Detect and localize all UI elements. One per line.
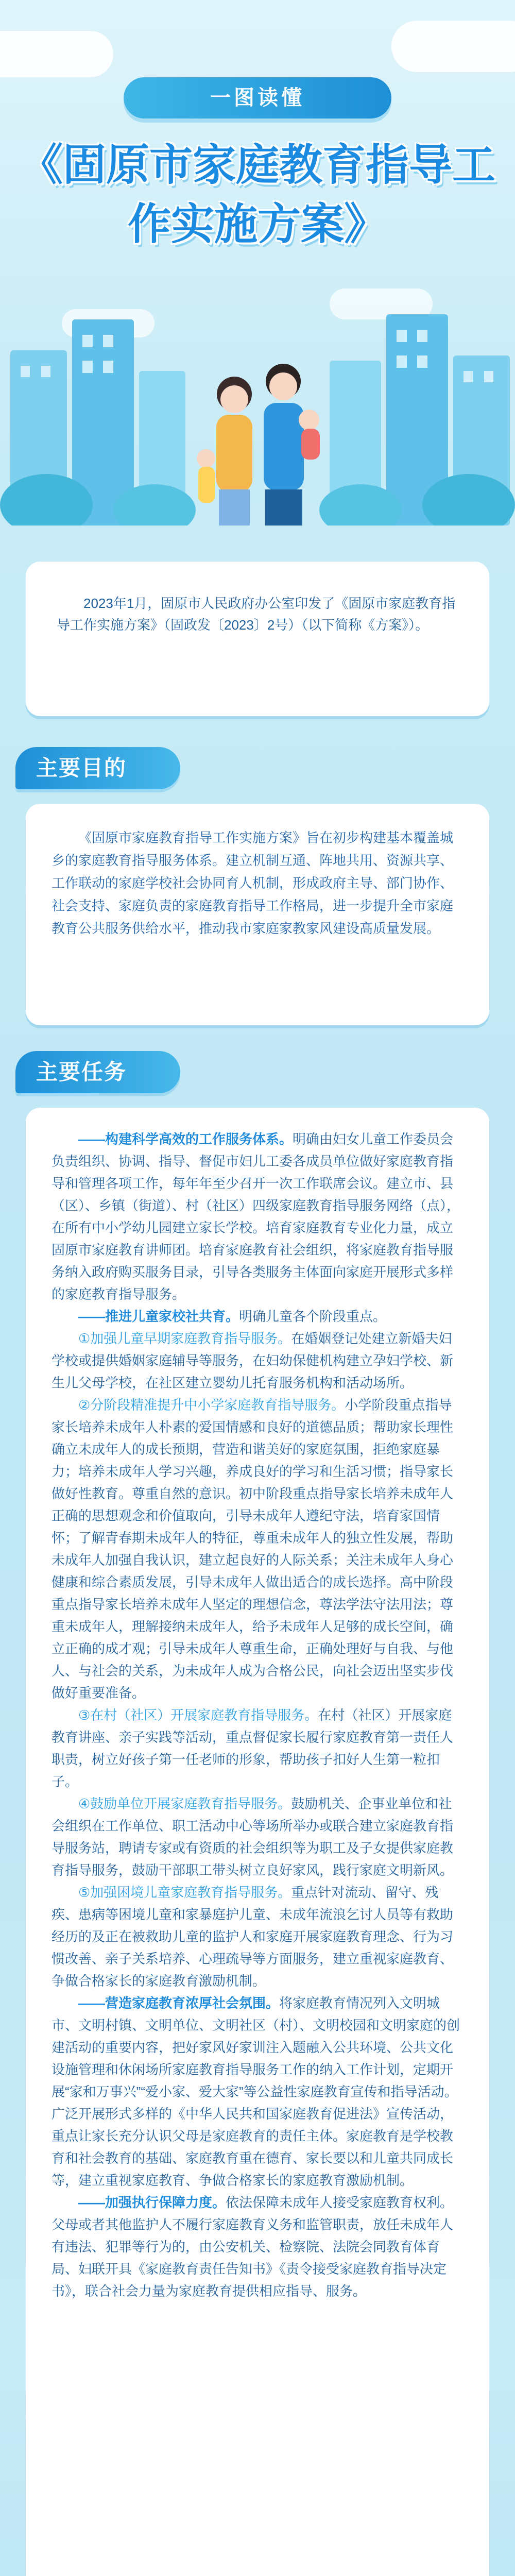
section-header-goal xyxy=(15,747,180,789)
goal-card xyxy=(26,804,489,1025)
task-paragraph-8: ——营造家庭教育浓厚社会氛围。将家庭教育情况列入文明城市、文明村镇、文明单位、文明社区（村）、文明校园和文明家庭的创建活动的重要内容，把好家风好家训注入题融入公共环境、公共文化设施管理和休闲场所家庭教育指导服务工作的纳入工作计划，定期开展“家和万事兴”“爱小家、爱大家”等公益性家庭教育宣传和指导活动。广泛开展形式多样的《中华人民共和国家庭教育促进法》宣传活动，重点让家长充分认识父母是家庭教育的责任主体。家庭教育是学校教育和社会教育的基础、家庭教育重在德育、家长要以和儿童共同成长等，建立重视家庭教育、争做合格家长的家庭教育激励机制。 xyxy=(52,1995,460,2188)
tasks-card xyxy=(26,1108,489,2576)
goal-text: 《固原市家庭教育指导工作实施方案》旨在初步构建基本覆盖城乡的家庭教育指导服务体系。建立机制互通、阵地共用、资源共享、工作联动的家庭学校社会协同育人机制，形成政府主导、部门协作、社会支持、家庭负责的家庭教育指导工作格局，进一步提升全市家庭教育公共服务供给水平，推动我市家庭家教家风建设高质量发展。 xyxy=(52,830,454,936)
hero-section xyxy=(0,0,515,541)
task-paragraph-4: ②分阶段精准提升中小学家庭教育指导服务。小学阶段重点指导家长培养未成年人朴素的爱国情感和良好的道德品质；帮助家长理性确立未成年人的成长预期，营造和谐美好的家庭氛围，拒绝家庭暴力；培养未成年人学习兴趣，养成良好的学习和生活习惯；指导家长做好性教育。尊重自然的意识。初中阶段重点指导家长培养未成年人正确的思想观念和价值取向，引导未成年人遵纪守法，培育家国情怀；了解青春期未成年人的特征，尊重未成年人的独立性发展，帮助未成年人加强自我认识，建立起良好的人际关系；关注未成年人身心健康和综合素质发展，引导未成年人做出适合的成长选择。高中阶段重点指导家长培养未成年人坚定的理想信念，尊法学法守法用法；尊重未成年人，理解接纳未成年人，给予未成年人足够的成长空间，确立正确的成才观；引导未成年人尊重生命，正确处理好与自我、与他人、与社会的关系，为未成年人成为合格公民，向社会迈出坚实步伐做好重要准备。 xyxy=(52,1397,454,1701)
section-header-tasks xyxy=(15,1051,180,1093)
hero-tag-banner xyxy=(124,77,391,118)
hero-title-line1: 《固原市家庭教育指导工 xyxy=(19,141,495,189)
hero-tag: 一图读懂 xyxy=(210,87,305,109)
task-paragraph-7: ⑤加强困境儿童家庭教育指导服务。重点针对流动、留守、残疾、患病等困境儿童和家暴庭护儿童、未成年流浪乞讨人员等有救助经历的及正在被救助儿童的监护人和家庭开展家庭教育理念、行为习惯改善、亲子关系培养、心理疏导等方面服务，建立重视家庭教育、争做合格家长的家庭教育激励机制。 xyxy=(52,1885,454,1989)
task-paragraph-2: ——推进儿童家校社共育。明确儿童各个阶段重点。 xyxy=(78,1309,387,1324)
task-paragraph-9: ——加强执行保障力度。依法保障未成年人接受家庭教育权利。父母或者其他监护人不履行家庭教育义务和监管职责，放任未成年人有违法、犯罪等行为的，由公安机关、检察院、法院会同教育体育局、妇联开具《家庭教育责任告知书》《责令接受家庭教育指导决定书》，联合社会力量为家庭教育提供相应指导、服务。 xyxy=(52,2195,454,2299)
intro-text: 2023年1月，固原市人民政府办公室印发了《固原市家庭教育指导工作实施方案》（固政发〔2023〕2号）（以下简称《方案》）。 xyxy=(57,596,456,633)
city-skyline-illustration xyxy=(0,289,515,526)
task-paragraph-1: ——构建科学高效的工作服务体系。明确由妇女儿童工作委员会负责组织、协调、指导、督促市妇儿工委各成员单位做好家庭教育指导和管理各项工作，每年年至少召开一次工作联席会议。建立市、县（区）、乡镇（街道）、村（社区）四级家庭教育指导服务网络（点），在所有中小学幼儿园建立家长学校。培育家庭教育专业化力量，成立固原市家庭教育讲师团。培育家庭教育社会组织，将家庭教育指导服务纳入政府购买服务目录，引导各类服务主体面向家庭开展形式多样的家庭教育指导服务。 xyxy=(52,1131,460,1302)
task-paragraph-5: ③在村（社区）开展家庭教育指导服务。在村（社区）开展家庭教育讲座、亲子实践等活动，重点督促家长履行家庭教育第一责任人职责，树立好孩子第一任老师的形象，帮助孩子扣好人生第一粒扣子。 xyxy=(52,1707,454,1789)
cloud-decoration xyxy=(0,31,113,77)
intro-card xyxy=(26,562,489,716)
section-title: 主要任务 xyxy=(36,1060,127,1084)
section-title: 主要目的 xyxy=(36,756,127,780)
family-illustration xyxy=(197,364,320,526)
task-paragraph-3: ①加强儿童早期家庭教育指导服务。在婚姻登记处建立新婚夫妇学校或提供婚姻家庭辅导等服务，在妇幼保健机构建立孕妇学校、新生儿父母学校，在社区建立婴幼儿托育服务机构和活动场所。 xyxy=(52,1331,454,1391)
cloud-decoration xyxy=(391,21,515,72)
task-paragraph-6: ④鼓励单位开展家庭教育指导服务。鼓励机关、企事业单位和社会组织在工作单位、职工活动中心等场所举办或联合建立家庭教育指导服务站，聘请专家或有资质的社会组织等为职工及子女提供家庭教育指导服务，鼓励干部职工带头树立良好家风，践行家庭文明新风。 xyxy=(52,1796,454,1878)
hero-title-line2: 作实施方案》 xyxy=(127,200,387,248)
